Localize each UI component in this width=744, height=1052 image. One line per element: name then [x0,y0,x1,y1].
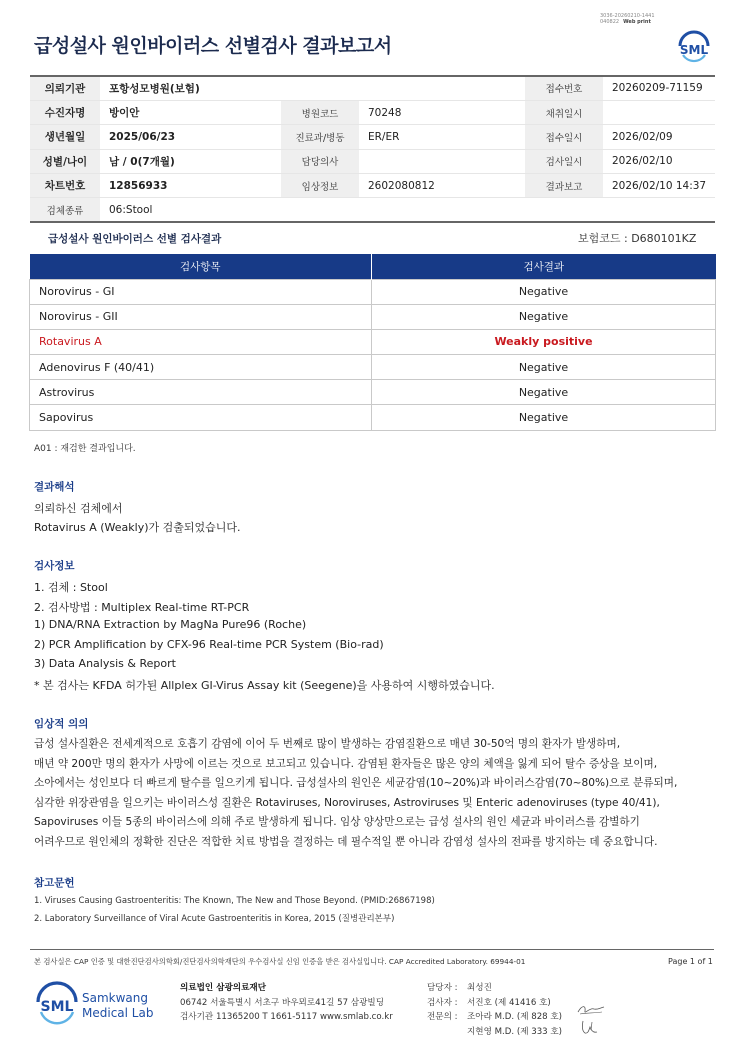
label-hospital-code: 병원코드 [281,100,359,124]
info-row [30,198,715,222]
label-patient-name: 수진자명 [30,100,100,124]
clinical-paragraph [34,735,716,853]
label-department: 진료과/병동 [281,125,359,149]
test-info-line: * 본 검사는 KFDA 허가된 Allplex GI-Virus Assay kit (Seegene)을 사용하여 시행하였습니다. [34,679,495,692]
value-clinical-info: 2602080812 [359,174,525,198]
test-result: Negative [372,304,716,329]
test-result: Negative [372,355,716,380]
patient-info-table [30,75,715,223]
label-receipt-no: 접수번호 [525,76,603,100]
test-item: Rotavirus A [30,329,372,354]
signature-1-icon [576,1003,606,1017]
clinical-heading: 임상적 의의 [34,718,89,730]
value-receipt-date: 2026/02/09 [603,125,715,149]
references-heading: 참고문헌 [34,877,75,889]
value-department: ER/ER [359,125,525,149]
label-specimen-type: 검체종류 [30,198,100,222]
test-result: Weakly positive [372,329,716,354]
staff-name: 서진호 (제 41416 호) [467,997,551,1008]
value-specimen-type: 06:Stool [100,198,715,222]
test-item: Astrovirus [30,380,372,405]
logo-bottom-mark: SML [40,999,74,1015]
insurance-code: 보험코드 : D680101KZ [578,232,697,245]
info-row [30,100,715,124]
accreditation-text: 본 검사실은 CAP 인증 및 대한진단검사의학회/진단검사의학재단의 우수검사실 신임 인증을 받은 검사실입니다. CAP Accredited Laboratory. 69944-01 [34,957,526,966]
label-test-date: 검사일시 [525,149,603,173]
test-item: Adenovirus F (40/41) [30,355,372,380]
table-row [30,355,716,380]
results-section-title: 급성설사 원인바이러스 선별 검사결과 [48,233,222,245]
test-item: Sapovirus [30,405,372,430]
value-patient-name: 방이안 [100,100,281,124]
info-row [30,76,715,100]
test-info-line: 1. 검체 : Stool [34,581,108,594]
label-sex-age: 성별/나이 [30,149,100,173]
label-clinical-info: 임상정보 [281,174,359,198]
clinical-line: 어려우므로 원인체의 정확한 진단은 적합한 치료 방법을 결정하는 데 필수적일 뿐 아니라 감염성 설사의 전파를 방지하는 데 중요합니다. [34,835,658,848]
table-row [30,405,716,430]
value-collection-time [603,100,715,124]
table-row [30,304,716,329]
value-physician [359,149,525,173]
test-info-line: 3) Data Analysis & Report [34,657,176,670]
results-header-row [30,254,716,279]
test-info-line: 2) PCR Amplification by CFX-96 Real-time PCR System (Bio-rad) [34,638,384,651]
retest-note: A01 : 재검한 결과입니다. [34,444,136,454]
staff-name: 최성진 [467,983,492,993]
test-result: Negative [372,405,716,430]
test-info-line: 1) DNA/RNA Extraction by MagNa Pure96 (Roche) [34,618,307,631]
label-receipt-date: 접수일시 [525,125,603,149]
value-report-time: 2026/02/10 14:37 [603,174,715,198]
label-requester: 의뢰기관 [30,76,100,100]
value-hospital-code: 70248 [359,100,525,124]
report-title: 급성설사 원인바이러스 선별검사 결과보고서 [34,35,392,57]
header-test-result: 검사결과 [372,254,716,279]
print-meta [600,13,655,25]
sml-logo-icon [675,27,713,67]
reference-item: 2. Laboratory Surveillance of Viral Acute Gastroenteritis in Korea, 2015 (질병관리본부) [34,914,395,924]
label-report-time: 결과보고 [525,174,603,198]
signature-2-icon [579,1018,601,1036]
value-birth-date: 2025/06/23 [100,125,281,149]
test-result: Negative [372,380,716,405]
label-physician: 담당의사 [281,149,359,173]
logo-bottom-name1: Samkwang [82,991,148,1005]
print-meta-line2: 040822 [600,19,620,25]
staff-label: 전문의 : [427,1012,458,1022]
test-info-line: 2. 검사방법 : Multiplex Real-time RT-PCR [34,601,250,614]
org-address: 06742 서울특별시 서초구 바우뫼로41길 57 삼광빌딩 [180,997,384,1008]
staff-label: 담당자 : [427,983,458,993]
value-chart-no: 12856933 [100,174,281,198]
label-chart-no: 차트번호 [30,174,100,198]
clinical-line: 매년 약 200만 명의 환자가 사망에 이르는 것으로 보고되고 있습니다. 감염된 환자들은 많은 양의 체액을 잃게 되어 탈수 증상을 보이며, [34,757,658,770]
staff-info [427,981,562,1039]
value-sex-age: 남 / 0(7개월) [100,149,281,173]
value-requester: 포항성모병원(보험) [100,76,525,100]
info-row [30,125,715,149]
clinical-line: Sapoviruses 이들 5종의 바이러스에 의해 주로 발생하게 됩니다. 임상 양상만으로는 급성 설사의 원인 세균과 바이러스를 감별하기 [34,816,640,829]
clinical-line: 심각한 위장관염을 일으키는 바이러스성 질환은 Rotaviruses, Noroviruses, Astroviruses 및 Enteric adenoviruses (type 40/41), [34,796,660,809]
logo-top-text: SML [679,43,709,57]
clinical-line: 소아에서는 성인보다 더 빠르게 탈수를 일으키게 됩니다. 급성설사의 원인은 세균감염(10~20%)과 바이러스감염(70~80%)으로 분류되며, [34,777,678,790]
interpretation-line: Rotavirus A (Weakly)가 검출되었습니다. [34,521,241,534]
info-row [30,174,715,198]
org-contact: 검사기관 11365200 T 1661-5117 www.smlab.co.kr [180,1012,393,1022]
org-name: 의료법인 삼광의료재단 [180,983,267,993]
value-test-date: 2026/02/10 [603,149,715,173]
value-receipt-no: 20260209-71159 [603,76,715,100]
test-item: Norovirus - GI [30,279,372,304]
organization-info [180,981,393,1025]
web-print-label: Web print [623,19,651,25]
label-collection-time: 채취일시 [525,100,603,124]
reference-item: 1. Viruses Causing Gastroenteritis: The Known, The New and Those Beyond. (PMID:26867198) [34,896,435,906]
staff-name: 지현영 M.D. (제 333 호) [467,1026,563,1037]
label-birth-date: 생년월일 [30,125,100,149]
samkwang-logo-icon [36,980,176,1028]
logo-bottom-name2: Medical Lab [82,1006,154,1020]
footer-divider [30,949,714,950]
interpretation-line: 의뢰하신 검체에서 [34,502,123,515]
interpretation-heading: 결과해석 [34,481,75,493]
table-row [30,380,716,405]
results-table [29,254,716,431]
staff-label: 검사자 : [427,997,458,1008]
header-test-item: 검사항목 [30,254,372,279]
page-number: Page 1 of 1 [668,957,713,966]
clinical-line: 급성 설사질환은 전세계적으로 호흡기 감염에 이어 두 번째로 많이 발생하는 감염질환으로 매년 30-50억 명의 환자가 발생하며, [34,738,621,750]
table-row-positive [30,329,716,354]
test-info-heading: 검사정보 [34,560,75,572]
test-item: Norovirus - GII [30,304,372,329]
test-result: Negative [372,279,716,304]
print-meta-line1: 3036-20260210-1441 [600,13,655,19]
staff-name: 조아라 M.D. (제 828 호) [467,1012,563,1022]
info-row [30,149,715,173]
table-row [30,279,716,304]
